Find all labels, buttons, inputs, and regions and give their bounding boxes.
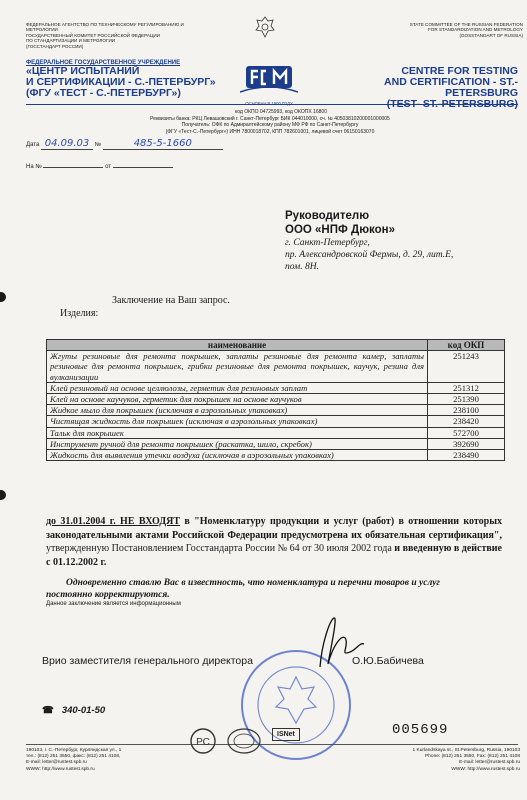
header-left: ФЕДЕРАЛЬНОЕ АГЕНТСТВО ПО ТЕХНИЧЕСКОМУ РЕГУЛИРОВАНИЮ И МЕТРОЛОГИИ ГОСУДАРСТВЕННЫЙ КОМИТЕТ РОССИЙСКОЙ ФЕДЕРАЦИИ ПО СТАНДАРТИЗАЦИИ И МЕТРОЛОГИИ (ГОССТАНДАРТ РОССИИ) (26, 22, 184, 49)
footer-address-ru: 190103, г. С.-Петербург, Курляндская ул., 1 тел.: (812) 251 3550, факс: (812) 251 4108, E-mail: letter@rustest.spb.ru WWW: http://www.rustest.spb.ru (26, 748, 122, 772)
product-table (46, 339, 505, 461)
org-name-ru: ФЕДЕРАЛЬНОЕ ГОСУДАРСТВЕННОЕ УЧРЕЖДЕНИЕ «ЦЕНТР ИСПЫТАНИЙ И СЕРТИФИКАЦИИ - С.-ПЕТЕРБУРГ» (ФГУ «ТЕСТ - С.-ПЕТЕРБУРГ») (26, 60, 216, 99)
bank-requisites: код ОКПО 04725993, код ОКОПХ 16800 Реквизиты банка: РКЦ Левашовский г. Санкт-Петербург БИК 044010000, сч. № 40503810200001000005 Получатель: ОФК по Адмиралтейскому району МФ РФ по Санкт-Петербургу (ФГУ «Тест-С.-Петербург») ИНН 7800018702, КПП 782601001, лицевой счет 06150163070 (150, 109, 390, 135)
date-number-row (26, 138, 276, 152)
notice-text: Одновременно ставлю Вас в известность, что номенклатура и перечни товаров и услуг постоянно корректируются. (46, 578, 440, 600)
serial-number: 005699 (392, 722, 449, 738)
table-row: Чистящая жидкость для покрышек (исключая в аэрозольных упаковках) 238420 (47, 416, 505, 427)
intro-text: Заключение на Ваш запрос. (112, 295, 230, 306)
reference-label: На № (26, 164, 42, 170)
info-disclaimer: Данное заключение является информационным (46, 601, 181, 607)
footer-divider (26, 744, 518, 745)
date-value: 04.09.03 (44, 138, 90, 149)
reference-row (26, 164, 276, 178)
recipient-address-line: пом. 8Н. (285, 262, 319, 272)
reference-from-label: от (105, 164, 112, 170)
signature-row (42, 655, 482, 667)
number-label: № (94, 142, 102, 148)
svg-text:РС: РС (196, 737, 210, 748)
table-row: Клей резиновый на основе целлюлозы, герметик для резиновых заплат 251312 (47, 382, 505, 393)
recipient-address-line: г. Санкт-Петербург, (285, 238, 370, 248)
phone-icon: ☎ (42, 705, 54, 716)
table-row: Клей на основе каучуков, герметик для покрышек на основе каучуков 251390 (47, 394, 505, 405)
col-header-code: код ОКП (428, 340, 505, 351)
conclusion-emphasis: до 31.01.2004 г. НЕ ВХОДЯТ (46, 516, 181, 527)
org-name-en: CENTRE FOR TESTING AND CERTIFICATION - ST.-PETERSBURG (TEST- ST.-PETERSBURG) (384, 65, 518, 110)
footer-address-en: 1 Kurlandskaya st., St.Petersburg, Russia, 190103 Phone: (812) 251 3550, Fax: (812) 251 4108 E-mail: letter@rustest.spb.ru WWW: http://www.rustest.spb.ru (412, 748, 520, 772)
header-divider (26, 104, 518, 105)
handwritten-signature (300, 612, 370, 677)
org-logo (240, 62, 298, 106)
recipient-company: ООО «НПФ Дюкон» (285, 224, 395, 236)
state-emblem-icon (255, 16, 275, 38)
signatory-name: О.Ю.Бабичева (352, 655, 424, 667)
number-value: 485-5-1660 (133, 138, 192, 149)
items-label: Изделия: (60, 308, 99, 319)
table-row: Жгуты резиновые для ремонта покрышек, заплаты резиновые для ремонта камер, заплаты резиновые для ремонта покрышек, грибки резиновые для ремонта покрышек, каучук, резина для вулканизации 251243 (47, 351, 505, 383)
accreditation-seal-icon (226, 726, 262, 761)
conclusion-text: до 31.01.2004 г. НЕ ВХОДЯТ в "Номенклатуру продукции и услуг (работ) в отношении которых законодательными актами Российской Федерации предусмотрена их обязательная сертификация", утвержденную Постановлением Госстандарта России № 64 от 30 июля 2002 года и введенную в действие с 01.12.2002 г. (46, 516, 503, 568)
date-label: Дата (26, 142, 40, 148)
punch-hole-top (0, 292, 6, 302)
table-row: Жидкое мыло для покрышек (исключая в аэрозольных упаковках) 238100 (47, 405, 505, 416)
col-header-name: наименование (47, 340, 428, 351)
table-row: Жидкость для выявления утечки воздуха (исключая в аэрозольных упаковках) 238490 (47, 450, 505, 461)
isnet-mark: ISNet (272, 728, 300, 741)
table-row: Инструмент ручной для ремонта покрышек (раскатка, шило, скребок) 392690 (47, 438, 505, 449)
header-right: STATE COMMITTEE OF THE RUSSIAN FEDERATION FOR STANDARDIZATION AND METROLOGY (GOSSTANDART OF RUSSIA) (409, 22, 523, 38)
recipient-block (285, 209, 515, 273)
punch-hole-bottom (0, 490, 6, 500)
logo-caption: ОСНОВАН В 1900 ГОДУ (245, 101, 293, 106)
phone-row (42, 705, 105, 716)
phone-number: 340-01-50 (61, 705, 106, 716)
recipient-title: Руководителю (285, 210, 370, 222)
recipient-address-line: пр. Александровской Фермы, д. 29, лит.Е, (285, 250, 454, 260)
table-row: Тальк для покрышек 572700 (47, 427, 505, 438)
certification-mark-icon (188, 726, 218, 761)
signatory-position: Врио заместителя генерального директора (42, 655, 253, 667)
